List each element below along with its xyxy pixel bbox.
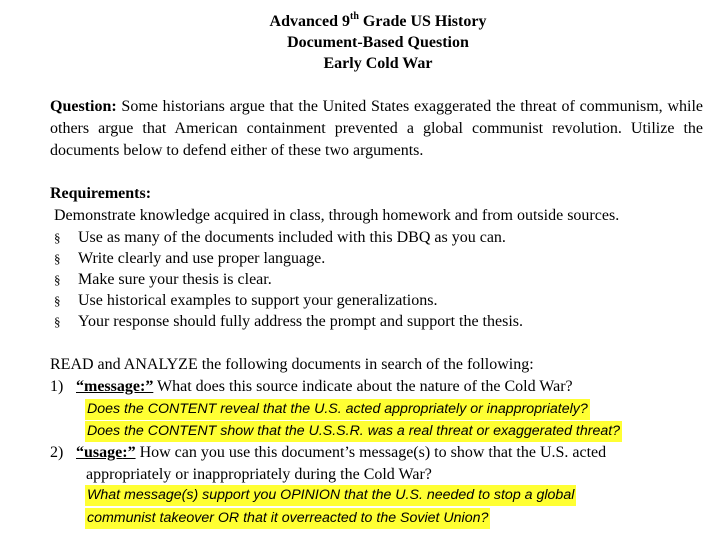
requirements-intro: Demonstrate knowledge acquired in class, through homework and from outside sources. — [54, 207, 620, 224]
usage-prompt-continued: appropriately or inappropriately during the Cold War? — [86, 466, 432, 483]
bullet-icon: § — [54, 314, 61, 329]
requirements-label: Requirements: — [50, 185, 152, 202]
header-course-prefix: Advanced 9 — [269, 13, 350, 30]
term-open-quote: “ — [76, 378, 84, 395]
list-item — [50, 269, 703, 290]
list-item — [50, 248, 703, 269]
term-close-quote: :” — [139, 378, 154, 395]
usage-item — [50, 442, 606, 464]
document-header — [0, 11, 720, 74]
question-paragraph — [50, 96, 703, 162]
list-item — [50, 290, 703, 311]
header-course-line — [0, 11, 720, 32]
bullet-icon: § — [54, 230, 61, 245]
header-course-suffix: Grade US History — [358, 13, 487, 30]
item-number: 1) — [50, 378, 64, 395]
header-topic: Early Cold War — [323, 55, 433, 72]
bullet-icon: § — [54, 272, 61, 287]
question-text: Some historians argue that the United States exaggerated the threat of communism, while others argue that American containment prevented a global communist revolution. Utilize the documents below to defend either of these two arguments. — [50, 98, 703, 159]
term-word: usage — [84, 444, 123, 461]
highlighted-guide-line: What message(s) support you OPINION that the U.S. needed to stop a global — [85, 485, 576, 506]
question-label: Question: — [50, 98, 117, 115]
requirements-list — [50, 227, 703, 332]
highlighted-guide-line: communist takeover OR that it overreacted to the Soviet Union? — [85, 508, 490, 529]
term-word: message — [84, 378, 140, 395]
usage-prompt: How can you use this document’s message(s) to show that the U.S. acted — [135, 444, 607, 461]
list-item-text: Make sure your thesis is clear. — [78, 271, 272, 288]
message-term — [76, 378, 153, 395]
highlighted-guide-line: Does the CONTENT show that the U.S.S.R. was a real threat or exaggerated threat? — [85, 421, 622, 442]
list-item — [50, 227, 703, 248]
list-item-text: Use as many of the documents included with this DBQ as you can. — [78, 229, 506, 246]
usage-term — [76, 444, 136, 461]
requirements-section — [50, 183, 703, 332]
bullet-icon: § — [54, 251, 61, 266]
item-number: 2) — [50, 444, 64, 461]
message-item — [50, 376, 573, 398]
header-doc-type: Document-Based Question — [287, 34, 469, 51]
term-open-quote: “ — [76, 444, 84, 461]
term-close-quote: :” — [122, 444, 136, 461]
list-item-text: Your response should fully address the prompt and support the thesis. — [78, 313, 523, 330]
list-item-text: Use historical examples to support your generalizations. — [78, 292, 438, 309]
analyze-intro: READ and ANALYZE the following documents in search of the following: — [50, 356, 534, 373]
bullet-icon: § — [54, 293, 61, 308]
highlighted-guide-line: Does the CONTENT reveal that the U.S. acted appropriately or inappropriately? — [85, 399, 590, 420]
message-prompt: What does this source indicate about the nature of the Cold War? — [153, 378, 573, 395]
header-ordinal-suffix: th — [350, 10, 359, 22]
list-item-text: Write clearly and use proper language. — [78, 250, 326, 267]
list-item — [50, 311, 703, 332]
